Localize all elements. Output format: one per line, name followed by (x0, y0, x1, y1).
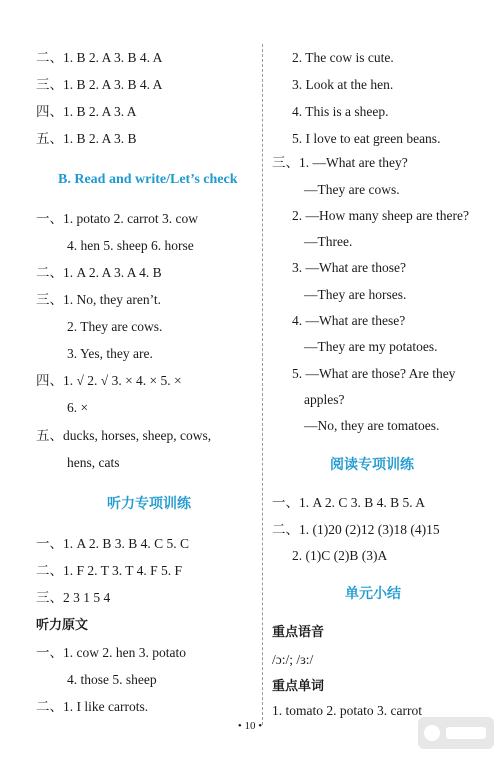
right-line-20: 单元小结 (345, 586, 401, 602)
left-line-13: 6. × (67, 400, 89, 415)
left-line-10: 2. They are cows. (67, 319, 163, 334)
right-line-4: 5. I love to eat green beans. (292, 131, 441, 146)
right-line-6: —They are cows. (304, 182, 400, 197)
left-line-8: 二、1. A 2. A 3. A 4. B (36, 265, 162, 280)
right-line-14: apples? (304, 392, 345, 407)
right-line-5: 三、1. —What are they? (272, 155, 408, 170)
left-line-15: hens, cats (67, 455, 120, 470)
right-line-12: —They are my potatoes. (304, 339, 438, 354)
left-line-17: 一、1. A 2. B 3. B 4. C 5. C (36, 536, 190, 551)
right-line-7: 2. —How many sheep are there? (292, 208, 469, 223)
left-line-5: B. Read and write/Let’s check (58, 172, 238, 187)
right-line-11: 4. —What are these? (292, 313, 406, 328)
left-line-11: 3. Yes, they are. (67, 346, 153, 361)
right-line-17: 一、1. A 2. C 3. B 4. B 5. A (272, 495, 426, 510)
left-line-4: 五、1. B 2. A 3. B (36, 131, 137, 146)
right-line-19: 2. (1)C (2)B (3)A (292, 548, 388, 563)
left-line-12: 四、1. √ 2. √ 3. × 4. × 5. × (36, 373, 182, 388)
right-line-3: 4. This is a sheep. (292, 104, 389, 119)
left-line-7: 4. hen 5. sheep 6. horse (67, 238, 194, 253)
left-line-3: 四、1. B 2. A 3. A (36, 104, 137, 119)
right-line-10: —They are horses. (304, 287, 407, 302)
page-number: • 10 • (237, 720, 263, 732)
left-line-18: 二、1. F 2. T 3. T 4. F 5. F (36, 563, 183, 578)
left-line-6: 一、1. potato 2. carrot 3. cow (36, 211, 198, 226)
right-line-2: 3. Look at the hen. (292, 77, 394, 92)
right-line-13: 5. —What are those? Are they (292, 366, 456, 381)
left-line-22: 4. those 5. sheep (67, 672, 157, 687)
left-line-2: 三、1. B 2. A 3. B 4. A (36, 77, 163, 92)
left-line-16: 听力专项训练 (107, 496, 191, 512)
right-line-9: 3. —What are those? (292, 260, 406, 275)
left-line-19: 三、2 3 1 5 4 (36, 590, 111, 605)
left-line-21: 一、1. cow 2. hen 3. potato (36, 645, 186, 660)
right-line-8: —Three. (304, 234, 353, 249)
right-line-15: —No, they are tomatoes. (304, 418, 440, 433)
right-line-23: 重点单词 (272, 679, 325, 694)
left-line-14: 五、ducks, horses, sheep, cows, (36, 428, 212, 443)
right-line-21: 重点语音 (272, 625, 325, 640)
right-line-1: 2. The cow is cute. (292, 50, 394, 65)
right-line-24: 1. tomato 2. potato 3. carrot (272, 703, 422, 718)
left-line-9: 三、1. No, they aren’t. (36, 292, 161, 307)
right-line-18: 二、1. (1)20 (2)12 (3)18 (4)15 (272, 522, 440, 537)
right-line-16: 阅读专项训练 (330, 457, 414, 473)
left-line-1: 二、1. B 2. A 3. B 4. A (36, 50, 163, 65)
watermark-logo (416, 713, 496, 753)
right-line-22: /ɔ:/; /ɜ:/ (272, 652, 314, 667)
left-line-23: 二、1. I like carrots. (36, 699, 149, 714)
column-divider (262, 44, 263, 725)
left-line-20: 听力原文 (36, 618, 89, 633)
